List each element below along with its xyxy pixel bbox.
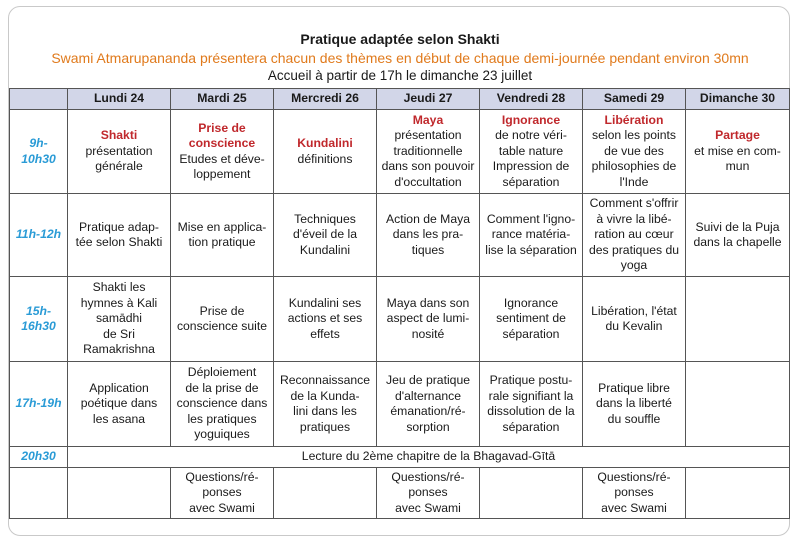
day-header: Jeudi 27 [377, 89, 480, 110]
session-cell [171, 277, 274, 362]
session-cell [171, 110, 274, 194]
session-cell [480, 110, 583, 194]
session-cell [68, 194, 171, 277]
qa-cell [171, 468, 274, 519]
session-keyword: Kundalini [297, 136, 353, 150]
session-cell [68, 110, 171, 194]
page-title: Pratique adaptée selon Shakti [300, 31, 500, 47]
session-keyword: Partage [715, 128, 760, 143]
session-text: Jeu de pratique d'alternance émanation/ré- sorption [385, 373, 471, 434]
schedule-row [10, 277, 790, 362]
qa-text: Questions/ré- ponses avec Swami [185, 469, 259, 515]
session-text: présentation générale [85, 143, 153, 174]
time-slot: 17h-19h [10, 362, 68, 447]
page-subtitle: Swami Atmarupananda présentera chacun des thèmes en début de chaque demi-journée pendant environ 30mn [51, 50, 749, 66]
qa-cell [68, 468, 171, 519]
time-slot: 20h30 [10, 447, 68, 468]
time-slot: 15h- 16h30 [10, 277, 68, 362]
time-slot [10, 468, 68, 519]
session-cell [377, 277, 480, 362]
qa-cell [583, 468, 686, 519]
session-text: Pratique postu- rale signifiant la dissolution de la séparation [487, 373, 575, 434]
session-keyword: Shakti [100, 128, 138, 143]
session-text: Kundalini ses actions et ses effets [287, 295, 363, 341]
qa-row [10, 468, 790, 519]
session-cell [171, 362, 274, 447]
session-cell [480, 362, 583, 447]
session-text: Déploiement de la prise de conscience dans les pratiques yoguiques [176, 365, 268, 442]
session-text: Comment l'igno- rance matéria- lise la séparation [485, 211, 577, 257]
time-slot: 11h-12h [10, 194, 68, 277]
session-cell [274, 277, 377, 362]
day-header: Mercredi 26 [274, 89, 377, 110]
session-keyword: Ignorance [501, 112, 561, 127]
session-text: Ignorance sentiment de séparation [496, 295, 566, 341]
schedule-row [10, 194, 790, 277]
session-text: Comment s'offrir à vivre la libé- ration au cœur des pratiques du yoga [588, 196, 680, 273]
schedule-row [10, 362, 790, 447]
session-text: Pratique libre dans la liberté du souffle [596, 380, 672, 426]
session-text: présentation traditionnelle dans son pouvoir d'occultation [381, 128, 475, 189]
session-text: selon les points de vue des philosophies de l'Inde [591, 128, 677, 189]
session-cell [377, 362, 480, 447]
session-text: Techniques d'éveil de la Kundalini [293, 211, 357, 257]
session-cell [583, 277, 686, 362]
session-cell [68, 277, 171, 362]
qa-text: Questions/ré- ponses avec Swami [597, 469, 671, 515]
session-cell [583, 194, 686, 277]
session-text: Shakti les hymnes à Kali samādhi de Sri Ramakrishna [80, 280, 158, 357]
session-cell [686, 277, 790, 362]
evening-session: Lecture du 2ème chapitre de la Bhagavad-Gītā [68, 447, 790, 468]
qa-cell [377, 468, 480, 519]
session-text: Libération, l'état du Kevalin [591, 303, 677, 333]
qa-cell [274, 468, 377, 519]
session-cell [274, 110, 377, 194]
session-text: et mise en com- mun [694, 143, 781, 174]
session-cell [583, 110, 686, 194]
qa-cell [686, 468, 790, 519]
day-header: Samedi 29 [583, 89, 686, 110]
day-header: Dimanche 30 [686, 89, 790, 110]
day-header: Mardi 25 [171, 89, 274, 110]
time-slot: 9h- 10h30 [10, 110, 68, 194]
session-cell [171, 194, 274, 277]
session-cell [274, 194, 377, 277]
arrival-note: Accueil à partir de 17h le dimanche 23 juillet [267, 68, 533, 83]
session-cell [686, 194, 790, 277]
header-corner [10, 89, 68, 110]
session-cell [686, 362, 790, 447]
session-cell [480, 194, 583, 277]
day-header: Vendredi 28 [480, 89, 583, 110]
session-text: Mise en applica- tion pratique [177, 219, 267, 249]
session-cell [68, 362, 171, 447]
qa-text: Questions/ré- ponses avec Swami [391, 469, 465, 515]
session-text: définitions [297, 151, 353, 166]
session-text: Pratique adap- tée selon Shakti [75, 219, 163, 249]
session-cell [583, 362, 686, 447]
session-text: Application poétique dans les asana [80, 380, 158, 426]
schedule-table [9, 88, 790, 519]
evening-row [10, 447, 790, 468]
session-cell [686, 110, 790, 194]
session-keyword: Maya [412, 112, 444, 127]
qa-cell [480, 468, 583, 519]
session-keyword: Libération [604, 112, 664, 127]
day-header: Lundi 24 [68, 89, 171, 110]
session-text: Suivi de la Puja dans la chapelle [693, 219, 782, 249]
session-cell [377, 110, 480, 194]
session-cell [274, 362, 377, 447]
schedule-row [10, 110, 790, 194]
session-text: Maya dans son aspect de lumi- nosité [386, 295, 470, 341]
session-cell [377, 194, 480, 277]
session-text: Etudes et déve- loppement [179, 151, 265, 181]
session-text: de notre véri- table nature Impression de séparation [492, 128, 570, 189]
session-text: Reconnaissance de la Kunda- lini dans les pratiques [279, 373, 371, 434]
session-keyword: Prise de conscience [188, 120, 256, 150]
session-text: Action de Maya dans les pra- tiques [385, 211, 470, 257]
session-text: Prise de conscience suite [176, 303, 268, 333]
session-cell [480, 277, 583, 362]
